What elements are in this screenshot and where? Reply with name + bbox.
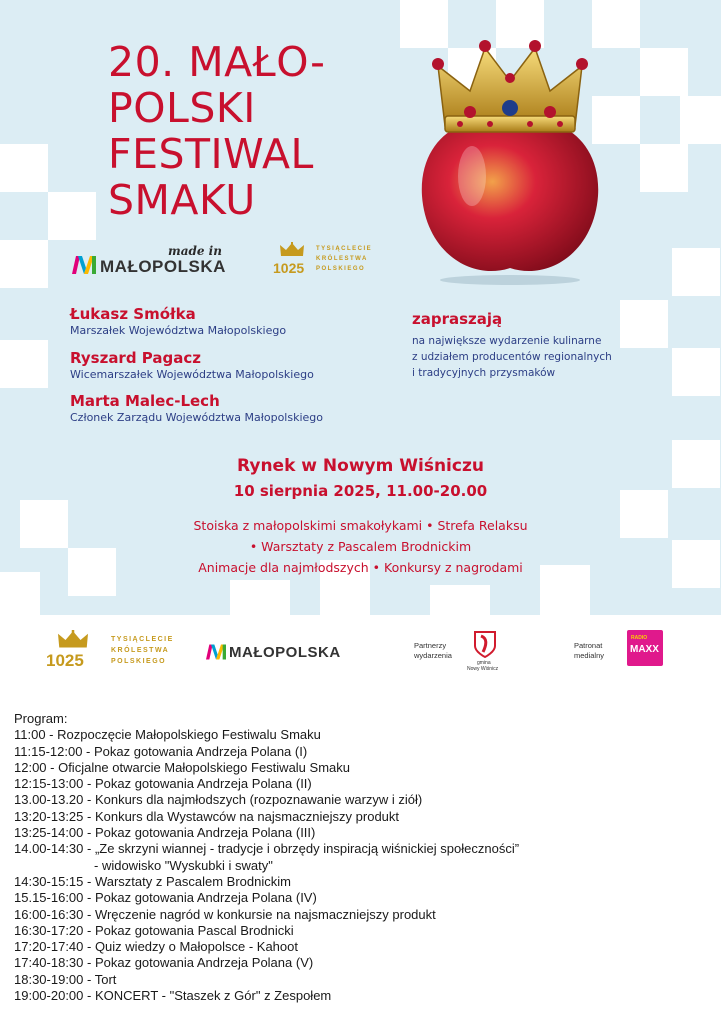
title-line-3: FESTIWAL — [108, 130, 314, 178]
gmina-label-2: Nowy Wiśnicz — [467, 666, 499, 672]
attractions-line-1: Stoiska z małopolskimi smakołykami • Strefa Relaksu — [193, 518, 528, 533]
event-date: 10 sierpnia 2025, 11.00-20.00 — [233, 482, 488, 500]
radio-maxx-name: MAXX — [630, 644, 659, 655]
anniversary-line-3: POLSKIEGO — [316, 266, 366, 272]
gmina-crest-icon — [473, 630, 497, 658]
program-item: 13:25-14:00 - Pokaz gotowania Andrzeja Polana (III) — [14, 825, 316, 841]
host-role-1: Marszałek Województwa Małopolskiego — [70, 324, 287, 337]
patronat-label-2: medialny — [574, 651, 605, 660]
malopolska-brand-text: MAŁOPOLSKA — [100, 257, 226, 276]
attractions-line-2: • Warsztaty z Pascalem Brodnickim — [249, 539, 472, 554]
radio-maxx-logo — [627, 630, 663, 666]
gmina-label-1: gmina — [477, 660, 491, 666]
malopolska-m-logo-icon — [72, 256, 96, 274]
attractions-line-3: Animacje dla najmłodszych • Konkursy z nagrodami — [198, 560, 523, 575]
program-item: 12:15-13:00 - Pokaz gotowania Andrzeja Polana (II) — [14, 776, 312, 792]
program-item: 11:00 - Rozpoczęcie Małopolskiego Festiwalu Smaku — [14, 727, 321, 743]
host-name-1: Łukasz Smółka — [70, 305, 196, 323]
host-role-2: Wicemarszałek Województwa Małopolskiego — [70, 368, 314, 381]
venue: Rynek w Nowym Wiśniczu — [237, 456, 484, 476]
invite-line-2: z udziałem producentów regionalnych — [412, 351, 612, 363]
footer-malopolska-m-logo-icon — [206, 644, 226, 660]
footer-malopolska-text: MAŁOPOLSKA — [229, 644, 341, 661]
title-line-2: POLSKI — [108, 84, 256, 132]
radio-maxx-top: RADIO — [631, 635, 648, 641]
crown-footer-icon — [56, 630, 90, 650]
footer-anniversary-line-3: POLSKIEGO — [111, 658, 167, 665]
partners-label-1: Partnerzy — [414, 641, 447, 650]
crown-small-icon — [279, 242, 305, 258]
partners-label-2: wydarzenia — [414, 651, 452, 660]
anniversary-line-2: KRÓLESTWA — [316, 256, 368, 262]
program-list — [14, 711, 714, 1004]
made-in-label: made in — [168, 244, 222, 258]
program-item: 15.15-16:00 - Pokaz gotowania Andrzeja Polana (IV) — [14, 890, 317, 906]
patronat-label-1: Patronat — [574, 641, 603, 650]
invite-line-1: na największe wydarzenie kulinarne — [412, 335, 602, 347]
program-item: 16:30-17:20 - Pokaz gotowania Pascal Brodnicki — [14, 922, 294, 938]
host-name-2: Ryszard Pagacz — [70, 349, 201, 367]
program-item: 19:00-20:00 - KONCERT - "Staszek z Gór" z Zespołem — [14, 988, 332, 1004]
footer-anniversary-number: 1025 — [46, 651, 84, 670]
program-item: 18:30-19:00 - Tort — [14, 971, 117, 987]
program-item: 16:00-16:30 - Wręczenie nagród w konkursie na najsmaczniejszy produkt — [14, 906, 436, 922]
program-item-continuation: - widowisko "Wyskubki i swaty" — [94, 857, 273, 873]
anniversary-number: 1025 — [273, 260, 305, 276]
program-item: 11:15-12:00 - Pokaz gotowania Andrzeja Polana (I) — [14, 743, 308, 759]
program-item: 14:30-15:15 - Warsztaty z Pascalem Brodnickim — [14, 873, 291, 889]
crowned-apple-illustration — [410, 36, 610, 286]
program-item: 17:40-18:30 - Pokaz gotowania Andrzeja Polana (V) — [14, 955, 314, 971]
invite-line-3: i tradycyjnych przysmaków — [412, 367, 556, 379]
title-line-4: SMAKU — [108, 176, 256, 224]
title-line-1: 20. MAŁO- — [108, 38, 326, 86]
program-heading: Program: — [14, 711, 68, 726]
program-item: 12:00 - Oficjalne otwarcie Małopolskiego Festiwalu Smaku — [14, 759, 350, 775]
program-item: 14.00-14:30 - „Ze skrzyni wiannej - tradycje i obrzędy inspiracją wiśnickiej społeczności” — [14, 841, 520, 857]
invite-heading: zapraszają — [412, 310, 503, 328]
footer-anniversary-line-1: TYSIĄCLECIE — [111, 636, 174, 643]
footer-anniversary-line-2: KRÓLESTWA — [111, 647, 170, 654]
host-role-3: Członek Zarządu Województwa Małopolskiego — [70, 411, 323, 424]
host-name-3: Marta Malec-Lech — [70, 392, 220, 410]
program-item: 13:20-13:25 - Konkurs dla Wystawców na najsmaczniejszy produkt — [14, 808, 400, 824]
program-item: 17:20-17:40 - Quiz wiedzy o Małopolsce - Kahoot — [14, 939, 298, 955]
program-item: 13.00-13.20 - Konkurs dla najmłodszych (rozpoznawanie warzyw i ziół) — [14, 792, 423, 808]
anniversary-line-1: TYSIĄCLECIE — [316, 246, 373, 252]
